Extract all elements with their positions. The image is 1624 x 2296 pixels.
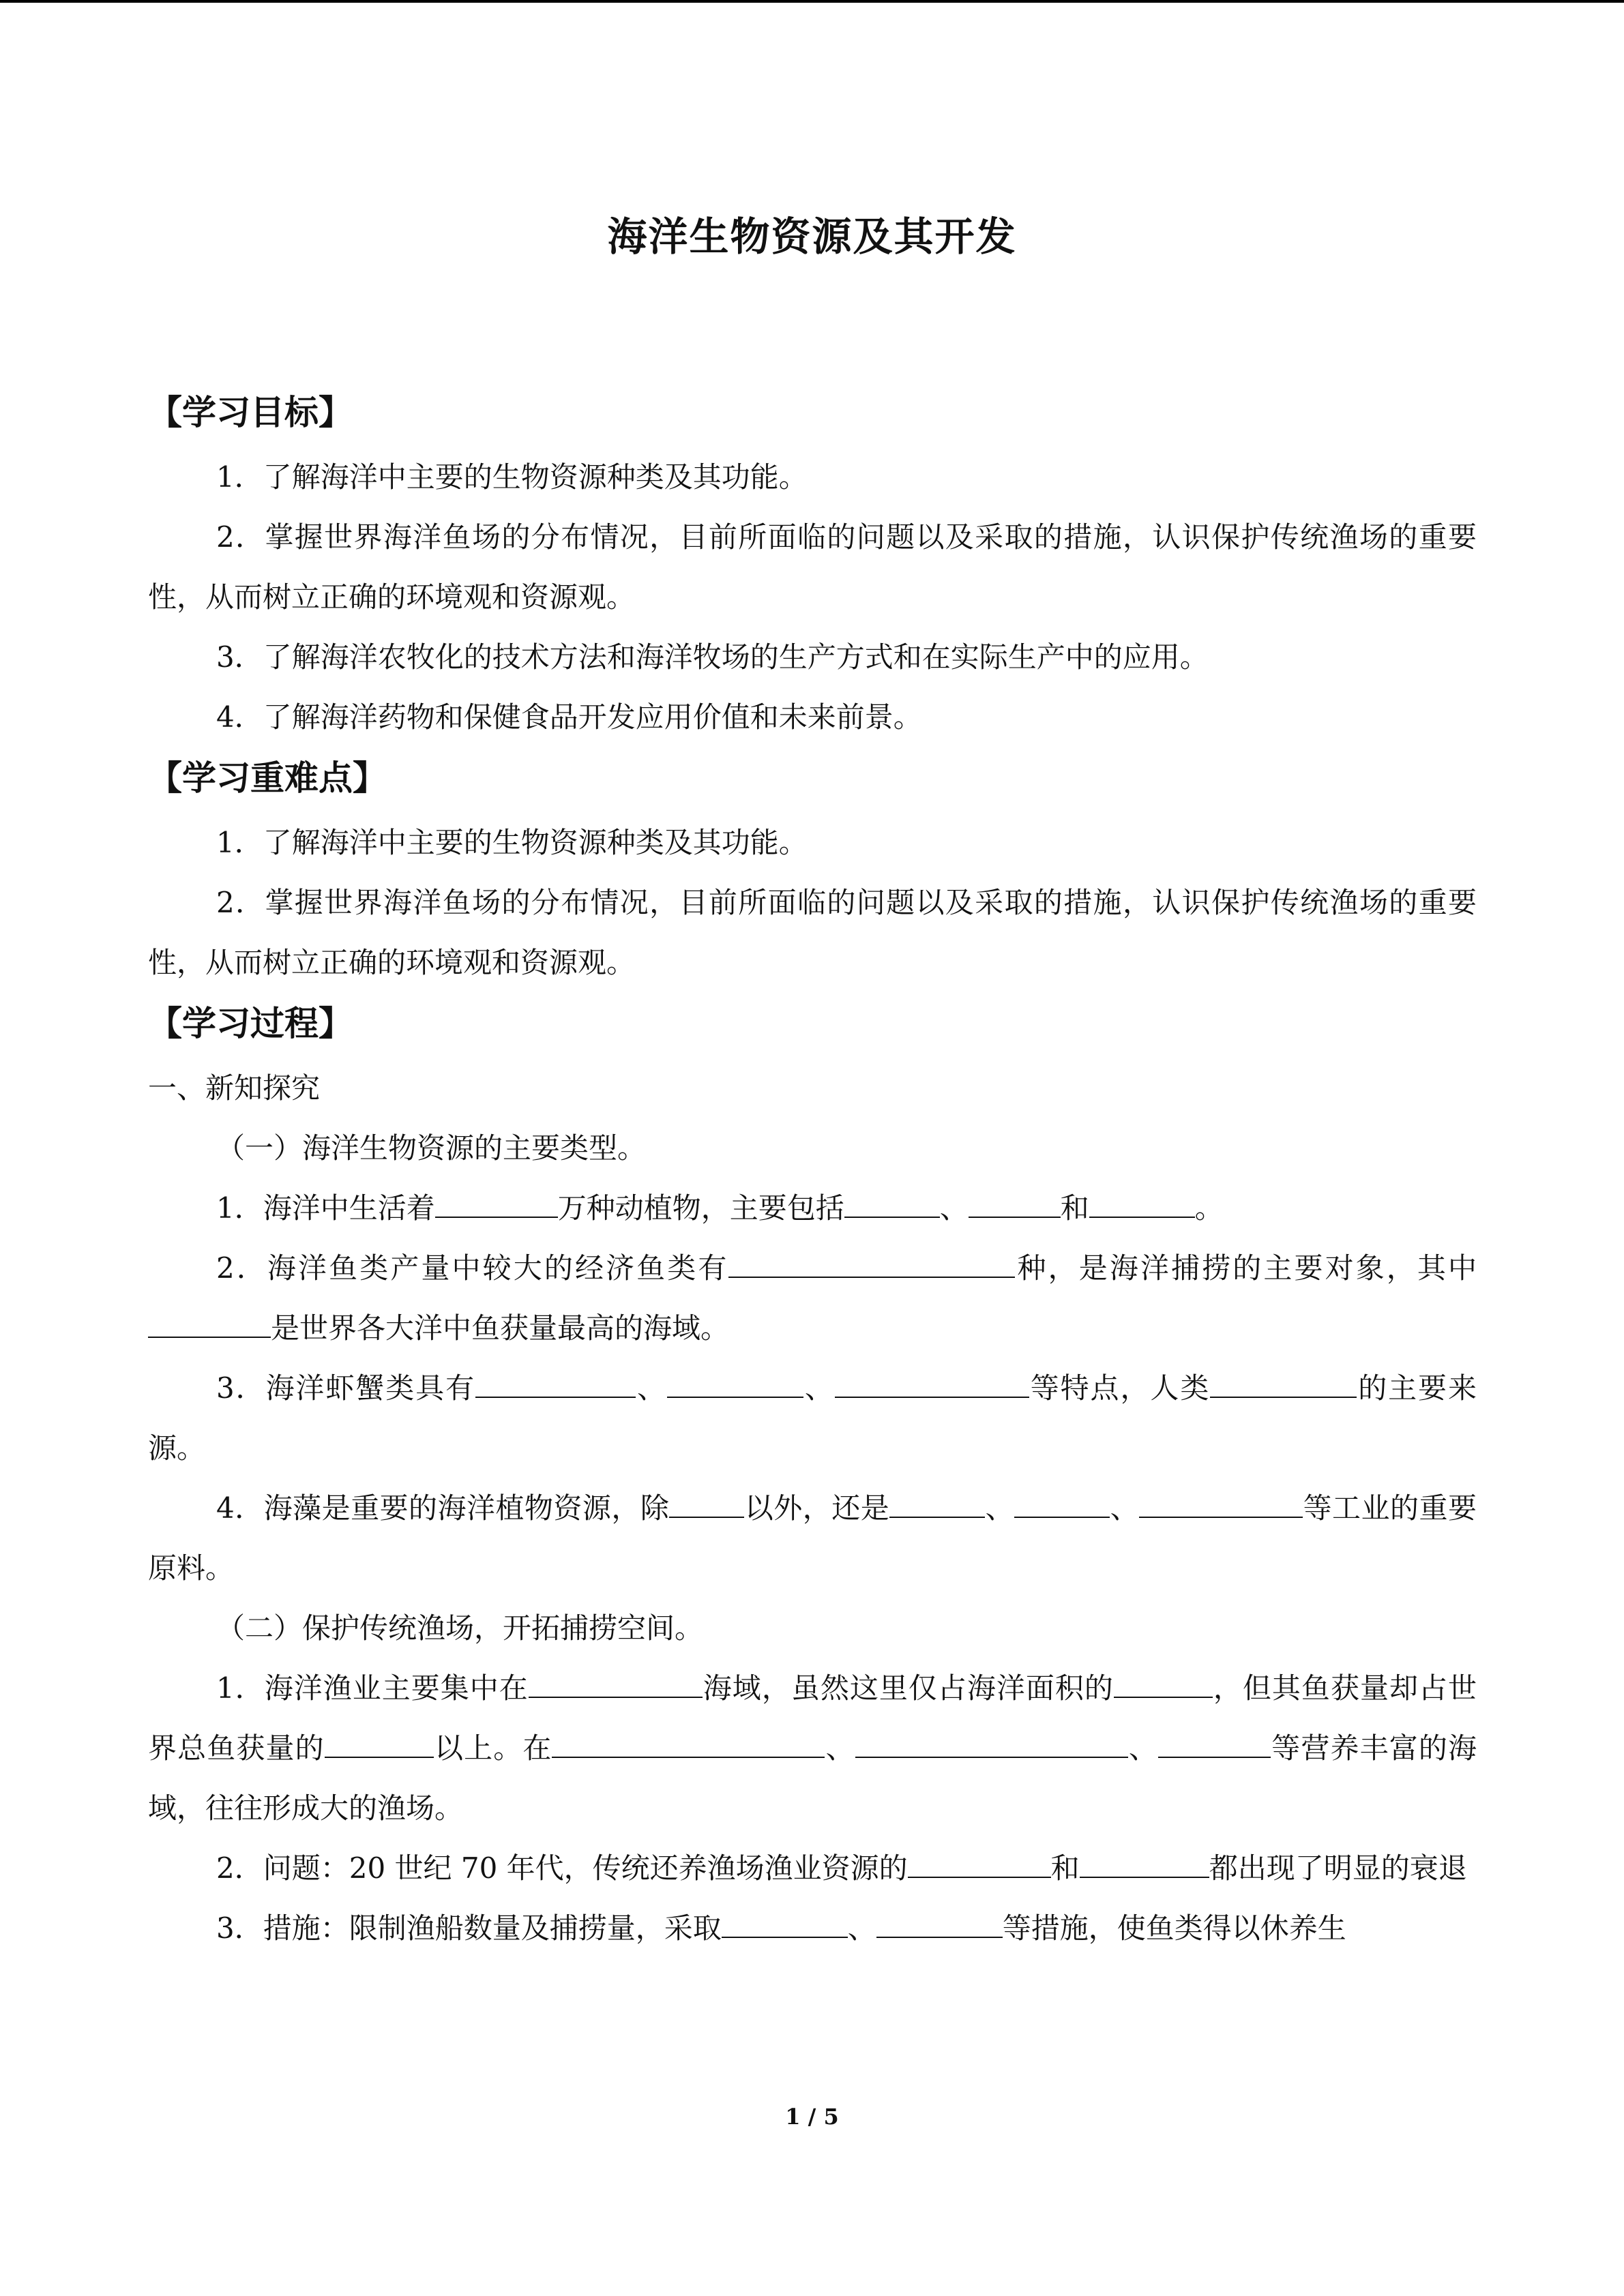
objectives-heading: 【学习目标】 (148, 393, 353, 432)
fill-blank[interactable] (1014, 1488, 1110, 1518)
objective-item-4: 4．了解海洋药物和保健食品开发应用价值和未来前景。 (216, 700, 922, 734)
fill-blank[interactable] (435, 1188, 558, 1218)
fill-blank[interactable] (1080, 1848, 1209, 1878)
key-point-item-2: 2．掌握世界海洋鱼场的分布情况，目前所面临的问题以及采取的措施，认识保护传统渔场的重要性，从而树立正确的环境观和资源观。 (148, 886, 1477, 979)
fill-blank[interactable] (1114, 1668, 1213, 1698)
fill-blank[interactable] (669, 1488, 744, 1518)
fill-blank[interactable] (552, 1728, 825, 1758)
question-7: 3．措施：限制渔船数量及捕捞量，采取 、 等措施，使鱼类得以休养生 (148, 1898, 1477, 1958)
fill-blank[interactable] (475, 1368, 636, 1398)
fill-blank[interactable] (1210, 1368, 1357, 1398)
subsection-two-title: （二）保护传统渔场，开拓捕捞空间。 (216, 1611, 704, 1645)
document-body (148, 382, 1477, 1958)
question-5: 1．海洋渔业主要集中在 海域，虽然这里仅占海洋面积的 ，但其鱼获量却占世界总鱼获量的 以上。在 、 、 等营养丰富的海域，往往形成大的渔场。 (148, 1658, 1477, 1838)
fill-blank[interactable] (667, 1368, 803, 1398)
part-one-title: 一、新知探究 (148, 1071, 321, 1105)
fill-blank[interactable] (889, 1488, 985, 1518)
question-1: 1．海洋中生活着 万种动植物，主要包括 、 和 。 (148, 1178, 1477, 1238)
fill-blank[interactable] (148, 1308, 271, 1338)
key-point-item-1: 1．了解海洋中主要的生物资源种类及其功能。 (216, 826, 808, 859)
top-border-line (0, 0, 1624, 3)
objective-item-3: 3．了解海洋农牧化的技术方法和海洋牧场的生产方式和在实际生产中的应用。 (216, 640, 1209, 674)
question-3: 3．海洋虾蟹类具有 、 、 等特点，人类 的主要来源。 (148, 1358, 1477, 1478)
key-points-heading: 【学习重难点】 (148, 758, 387, 798)
fill-blank[interactable] (728, 1248, 1015, 1278)
page-number: 1 / 5 (785, 2104, 839, 2130)
fill-blank[interactable] (722, 1908, 848, 1938)
fill-blank[interactable] (325, 1728, 434, 1758)
fill-blank[interactable] (1158, 1728, 1271, 1758)
objective-item-2: 2．掌握世界海洋鱼场的分布情况，目前所面临的问题以及采取的措施，认识保护传统渔场的重要性，从而树立正确的环境观和资源观。 (148, 520, 1477, 614)
question-6: 2．问题：20 世纪 70 年代，传统还养渔场渔业资源的 和 都出现了明显的衰退 (148, 1838, 1477, 1898)
question-4: 4．海藻是重要的海洋植物资源，除 以外，还是 、 、 等工业的重要原料。 (148, 1478, 1477, 1598)
fill-blank[interactable] (969, 1188, 1061, 1218)
fill-blank[interactable] (529, 1668, 703, 1698)
page-title: 海洋生物资源及其开发 (607, 213, 1017, 260)
fill-blank[interactable] (1139, 1488, 1303, 1518)
objective-item-1: 1．了解海洋中主要的生物资源种类及其功能。 (216, 460, 808, 494)
fill-blank[interactable] (855, 1728, 1128, 1758)
fill-blank[interactable] (844, 1188, 940, 1218)
fill-blank[interactable] (1089, 1188, 1195, 1218)
fill-blank[interactable] (835, 1368, 1029, 1398)
process-heading: 【学习过程】 (148, 1004, 353, 1043)
fill-blank[interactable] (876, 1908, 1003, 1938)
fill-blank[interactable] (908, 1848, 1051, 1878)
question-2: 2．海洋鱼类产量中较大的经济鱼类有 种，是海洋捕捞的主要对象，其中是世界各大洋中鱼获量最高的海域。 (148, 1238, 1477, 1358)
subsection-one-title: （一）海洋生物资源的主要类型。 (216, 1131, 647, 1165)
